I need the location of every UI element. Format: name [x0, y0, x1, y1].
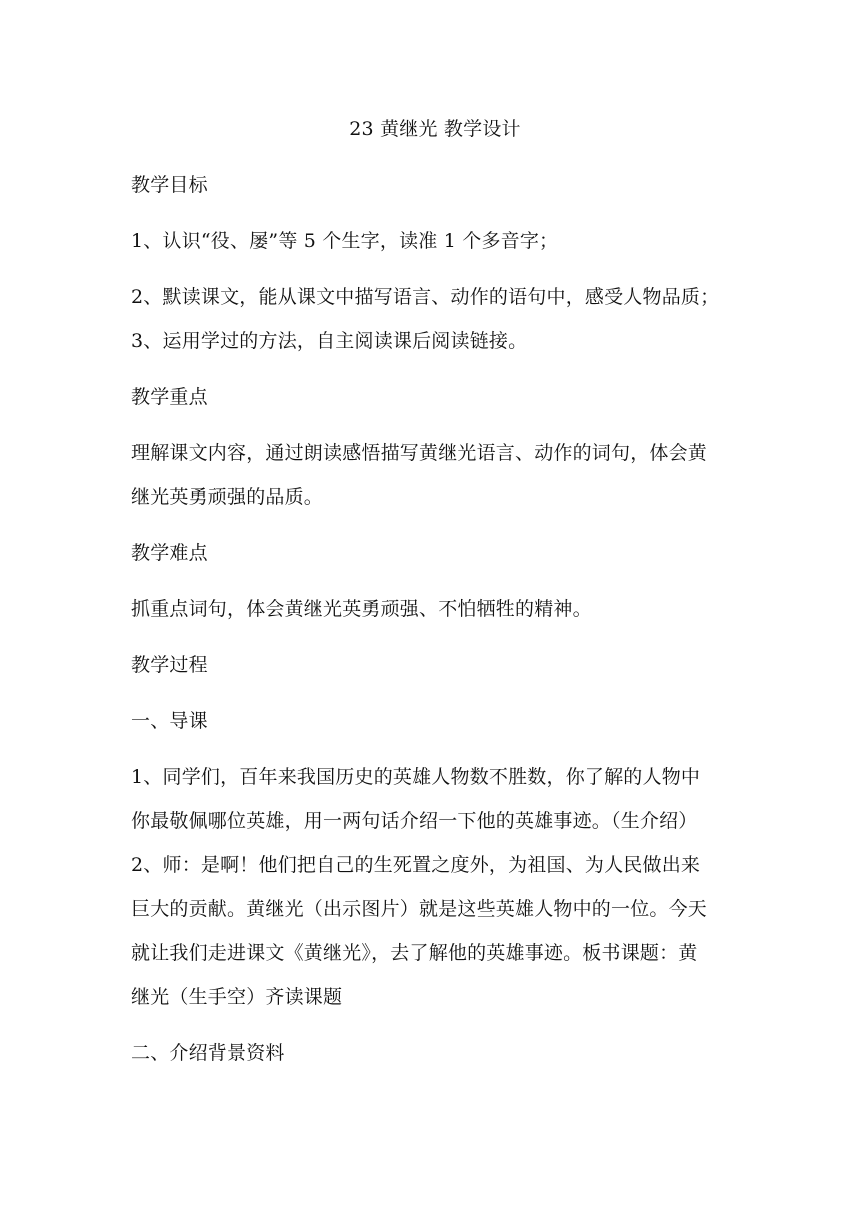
section-heading-key-points: 教学重点 [131, 386, 208, 408]
paragraph-line: 理解课文内容，通过朗读感悟描写黄继光语言、动作的词句，体会黄 [131, 442, 708, 464]
paragraph-line: 2、师：是啊！他们把自己的生死置之度外，为祖国、为人民做出来 [131, 854, 701, 876]
paragraph-line: 就让我们走进课文《黄继光》，去了解他的英雄事迹。板书课题：黄 [131, 942, 698, 964]
paragraph-line: 继光（生手空）齐读课题 [131, 986, 343, 1008]
paragraph-line: 1、同学们，百年来我国历史的英雄人物数不胜数，你了解的人物中 [131, 766, 701, 788]
paragraph-line: 2、默读课文，能从课文中描写语言、动作的语句中，感受人物品质； [131, 286, 720, 308]
subsection-heading-intro: 一、导课 [131, 710, 208, 732]
section-heading-objectives: 教学目标 [131, 174, 208, 196]
subsection-heading-background: 二、介绍背景资料 [131, 1042, 285, 1064]
section-heading-process: 教学过程 [131, 654, 208, 676]
paragraph-line: 巨大的贡献。黄继光（出示图片）就是这些英雄人物中的一位。今天 [131, 898, 708, 920]
paragraph-line: 1、认识“役、屡”等 5 个生字，读准 1 个多音字； [131, 230, 559, 252]
paragraph-line: 3、运用学过的方法，自主阅读课后阅读链接。 [131, 330, 528, 352]
section-heading-difficulties: 教学难点 [131, 542, 208, 564]
document-title: 23 黄继光 教学设计 [349, 118, 521, 140]
paragraph-line: 你最敬佩哪位英雄，用一两句话介绍一下他的英雄事迹。（生介绍） [131, 810, 698, 832]
paragraph-line: 抓重点词句，体会黄继光英勇顽强、不怕牺牲的精神。 [131, 598, 592, 620]
paragraph-line: 继光英勇顽强的品质。 [131, 486, 324, 508]
